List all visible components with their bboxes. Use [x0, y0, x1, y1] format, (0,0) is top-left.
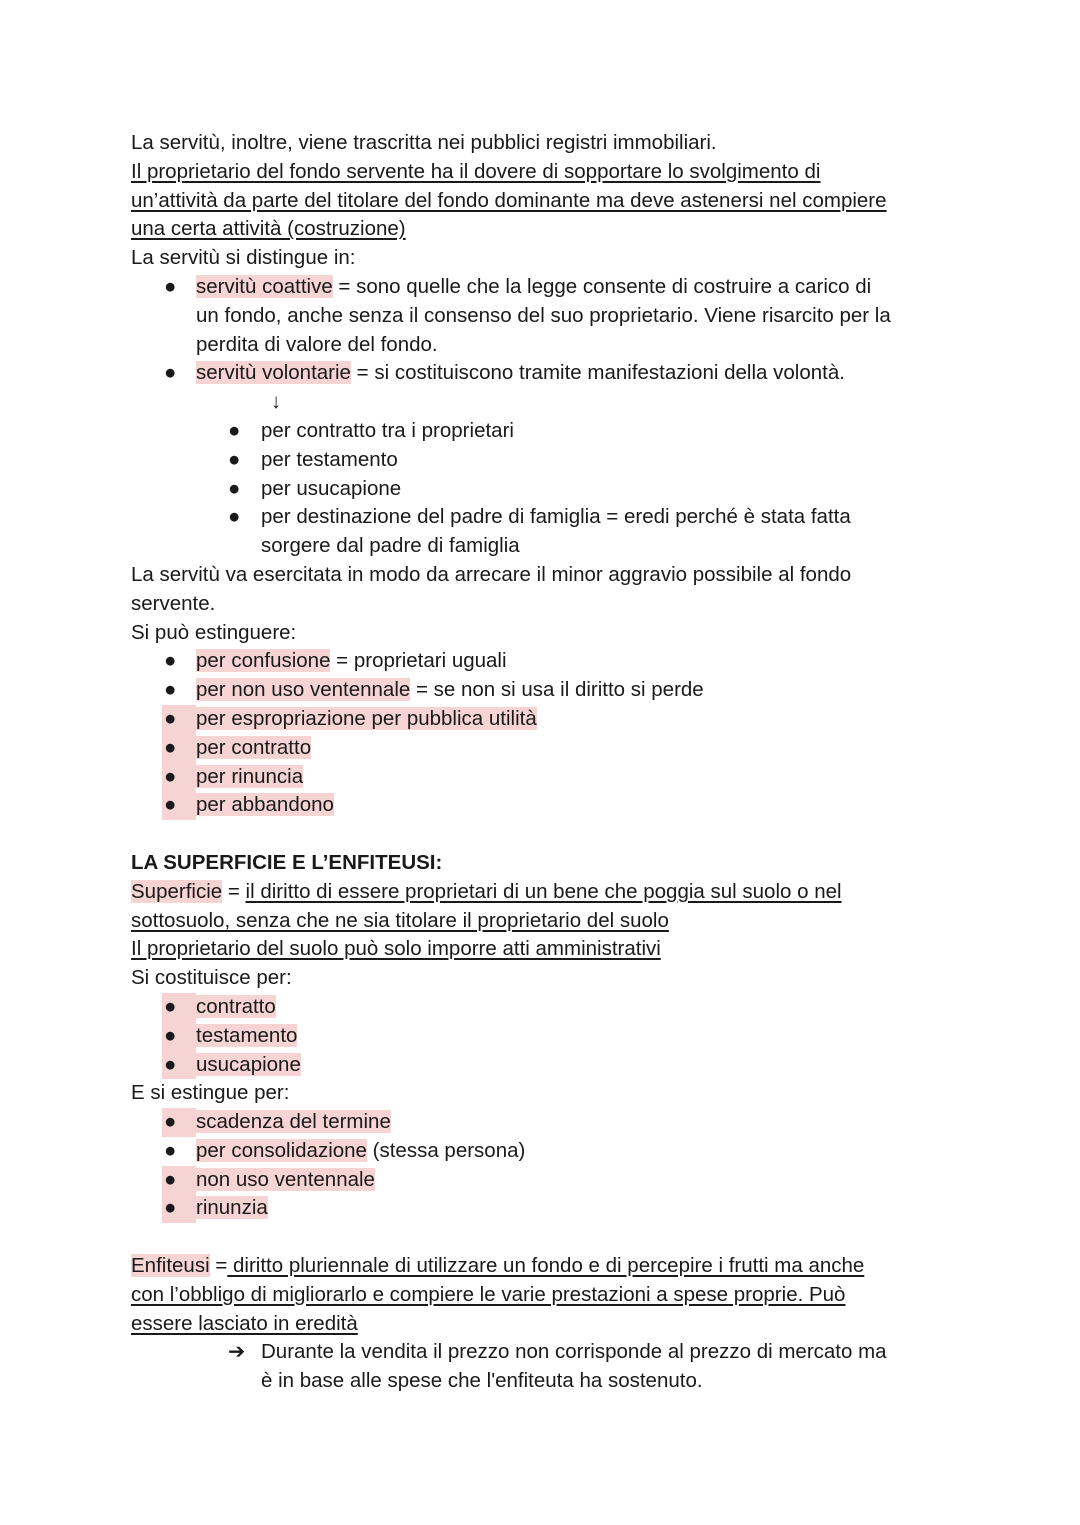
list-item-mode-cont: sorgere dal padre di famiglia	[261, 534, 520, 558]
bullet-icon: ●	[162, 1108, 196, 1137]
list-item-estinzione: ● rinunzia	[131, 1194, 951, 1223]
bullet-icon: ●	[162, 734, 196, 763]
bullet-icon: ●	[164, 678, 177, 702]
paragraph-dovere-line-2: un’attività da parte del titolare del fondo dominante ma deve astenersi nel compiere	[131, 188, 887, 212]
list-item-extinction: ● per confusione = proprietari uguali	[131, 647, 951, 676]
bullet-icon: ●	[162, 1194, 196, 1223]
bullet-icon: ●	[164, 1138, 177, 1162]
bullet-icon: ●	[162, 1022, 196, 1051]
list-item-coattive-cont-2: perdita di valore del fondo.	[196, 332, 438, 356]
enfiteusi-definition-line-3: essere lasciato in eredità	[131, 1311, 358, 1335]
paragraph-trascrizione: La servitù, inoltre, viene trascritta nei pubblici registri immobiliari.	[131, 131, 717, 154]
bullet-icon: ●	[164, 649, 177, 673]
bullet-icon: ●	[228, 476, 241, 500]
bullet-icon: ●	[162, 763, 196, 792]
superficie-definition-line-3: Il proprietario del suolo può solo imporre atti amministrativi	[131, 937, 661, 961]
list-item-coattive-cont-1: un fondo, anche senza il consenso del suo proprietario. Viene risarcito per la	[196, 303, 891, 327]
bullet-icon: ●	[162, 1166, 196, 1195]
superficie-costituisce-label: Si costituisce per:	[131, 966, 292, 990]
superficie-definition-line-1: Superficie = il diritto di essere proprietari di un bene che poggia sul suolo o nel	[131, 879, 842, 903]
bullet-icon: ●	[164, 361, 177, 385]
list-item-mode: ● per usucapione	[131, 475, 951, 504]
enfiteusi-definition-line-2: con l’obbligo di migliorarlo e compiere le varie prestazioni a spese proprie. Può	[131, 1282, 846, 1306]
arrow-down-icon: ↓	[271, 390, 282, 414]
enfiteusi-definition-line-1: Enfiteusi = diritto pluriennale di utilizzare un fondo e di percepire i frutti ma anche	[131, 1254, 865, 1278]
document-page	[131, 129, 951, 1396]
bullet-icon: ●	[162, 705, 196, 734]
paragraph-dovere-line-1: Il proprietario del fondo servente ha il dovere di sopportare lo svolgimento di	[131, 159, 821, 183]
list-item-mode: ● per contratto tra i proprietari	[131, 417, 951, 446]
list-item-coattive: ● servitù coattive = sono quelle che la legge consente di costruire a carico di	[131, 273, 951, 302]
list-item-extinction: ● per contratto	[131, 734, 951, 763]
paragraph-dovere-line-3: una certa attività (costruzione)	[131, 217, 406, 241]
paragraph-estinguere: Si può estinguere:	[131, 620, 297, 644]
list-item-mode: ● per destinazione del padre di famiglia = eredi perché è stata fatta	[131, 503, 951, 532]
bullet-icon: ●	[228, 505, 241, 529]
list-item-estinzione: ● non uso ventennale	[131, 1166, 951, 1195]
superficie-definition-line-2: sottosuolo, senza che ne sia titolare il proprietario del suolo	[131, 908, 669, 932]
list-item-extinction: ● per rinuncia	[131, 763, 951, 792]
highlighted-term: Enfiteusi	[131, 1254, 210, 1278]
list-item-extinction: ● per non uso ventennale = se non si usa il diritto si perde	[131, 676, 951, 705]
bullet-icon: ●	[164, 274, 177, 298]
bullet-icon: ●	[162, 993, 196, 1022]
list-item-extinction: ● per espropriazione per pubblica utilità	[131, 705, 951, 734]
arrow-right-icon: ➔	[228, 1340, 246, 1364]
list-item-costituzione: ● usucapione	[131, 1051, 951, 1080]
bullet-icon: ●	[228, 418, 241, 442]
highlighted-term: Superficie	[131, 879, 223, 903]
paragraph-aggravio-line-1: La servitù va esercitata in modo da arrecare il minor aggravio possibile al fondo	[131, 562, 852, 586]
paragraph-distingue: La servitù si distingue in:	[131, 246, 356, 270]
enfiteusi-note-cont: è in base alle spese che l'enfiteuta ha sostenuto.	[261, 1369, 703, 1393]
enfiteusi-note: ➔ Durante la vendita il prezzo non corrisponde al prezzo di mercato ma	[131, 1338, 951, 1367]
highlighted-term: servitù volontarie	[196, 361, 351, 385]
list-item-costituzione: ● contratto	[131, 993, 951, 1022]
highlighted-term: servitù coattive	[196, 274, 333, 298]
section-heading: LA SUPERFICIE E L’ENFITEUSI:	[131, 850, 443, 874]
list-item-mode: ● per testamento	[131, 446, 951, 475]
superficie-estingue-label: E si estingue per:	[131, 1081, 290, 1105]
bullet-icon: ●	[162, 1051, 196, 1080]
bullet-icon: ●	[228, 447, 241, 471]
list-item-estinzione: ● scadenza del termine	[131, 1108, 951, 1137]
list-item-costituzione: ● testamento	[131, 1022, 951, 1051]
bullet-icon: ●	[162, 791, 196, 820]
list-item-estinzione: ● per consolidazione (stessa persona)	[131, 1137, 951, 1166]
paragraph-aggravio-line-2: servente.	[131, 591, 216, 615]
list-item-extinction: ● per abbandono	[131, 791, 951, 820]
list-item-volontarie: ● servitù volontarie = si costituiscono tramite manifestazioni della volontà.	[131, 359, 951, 388]
